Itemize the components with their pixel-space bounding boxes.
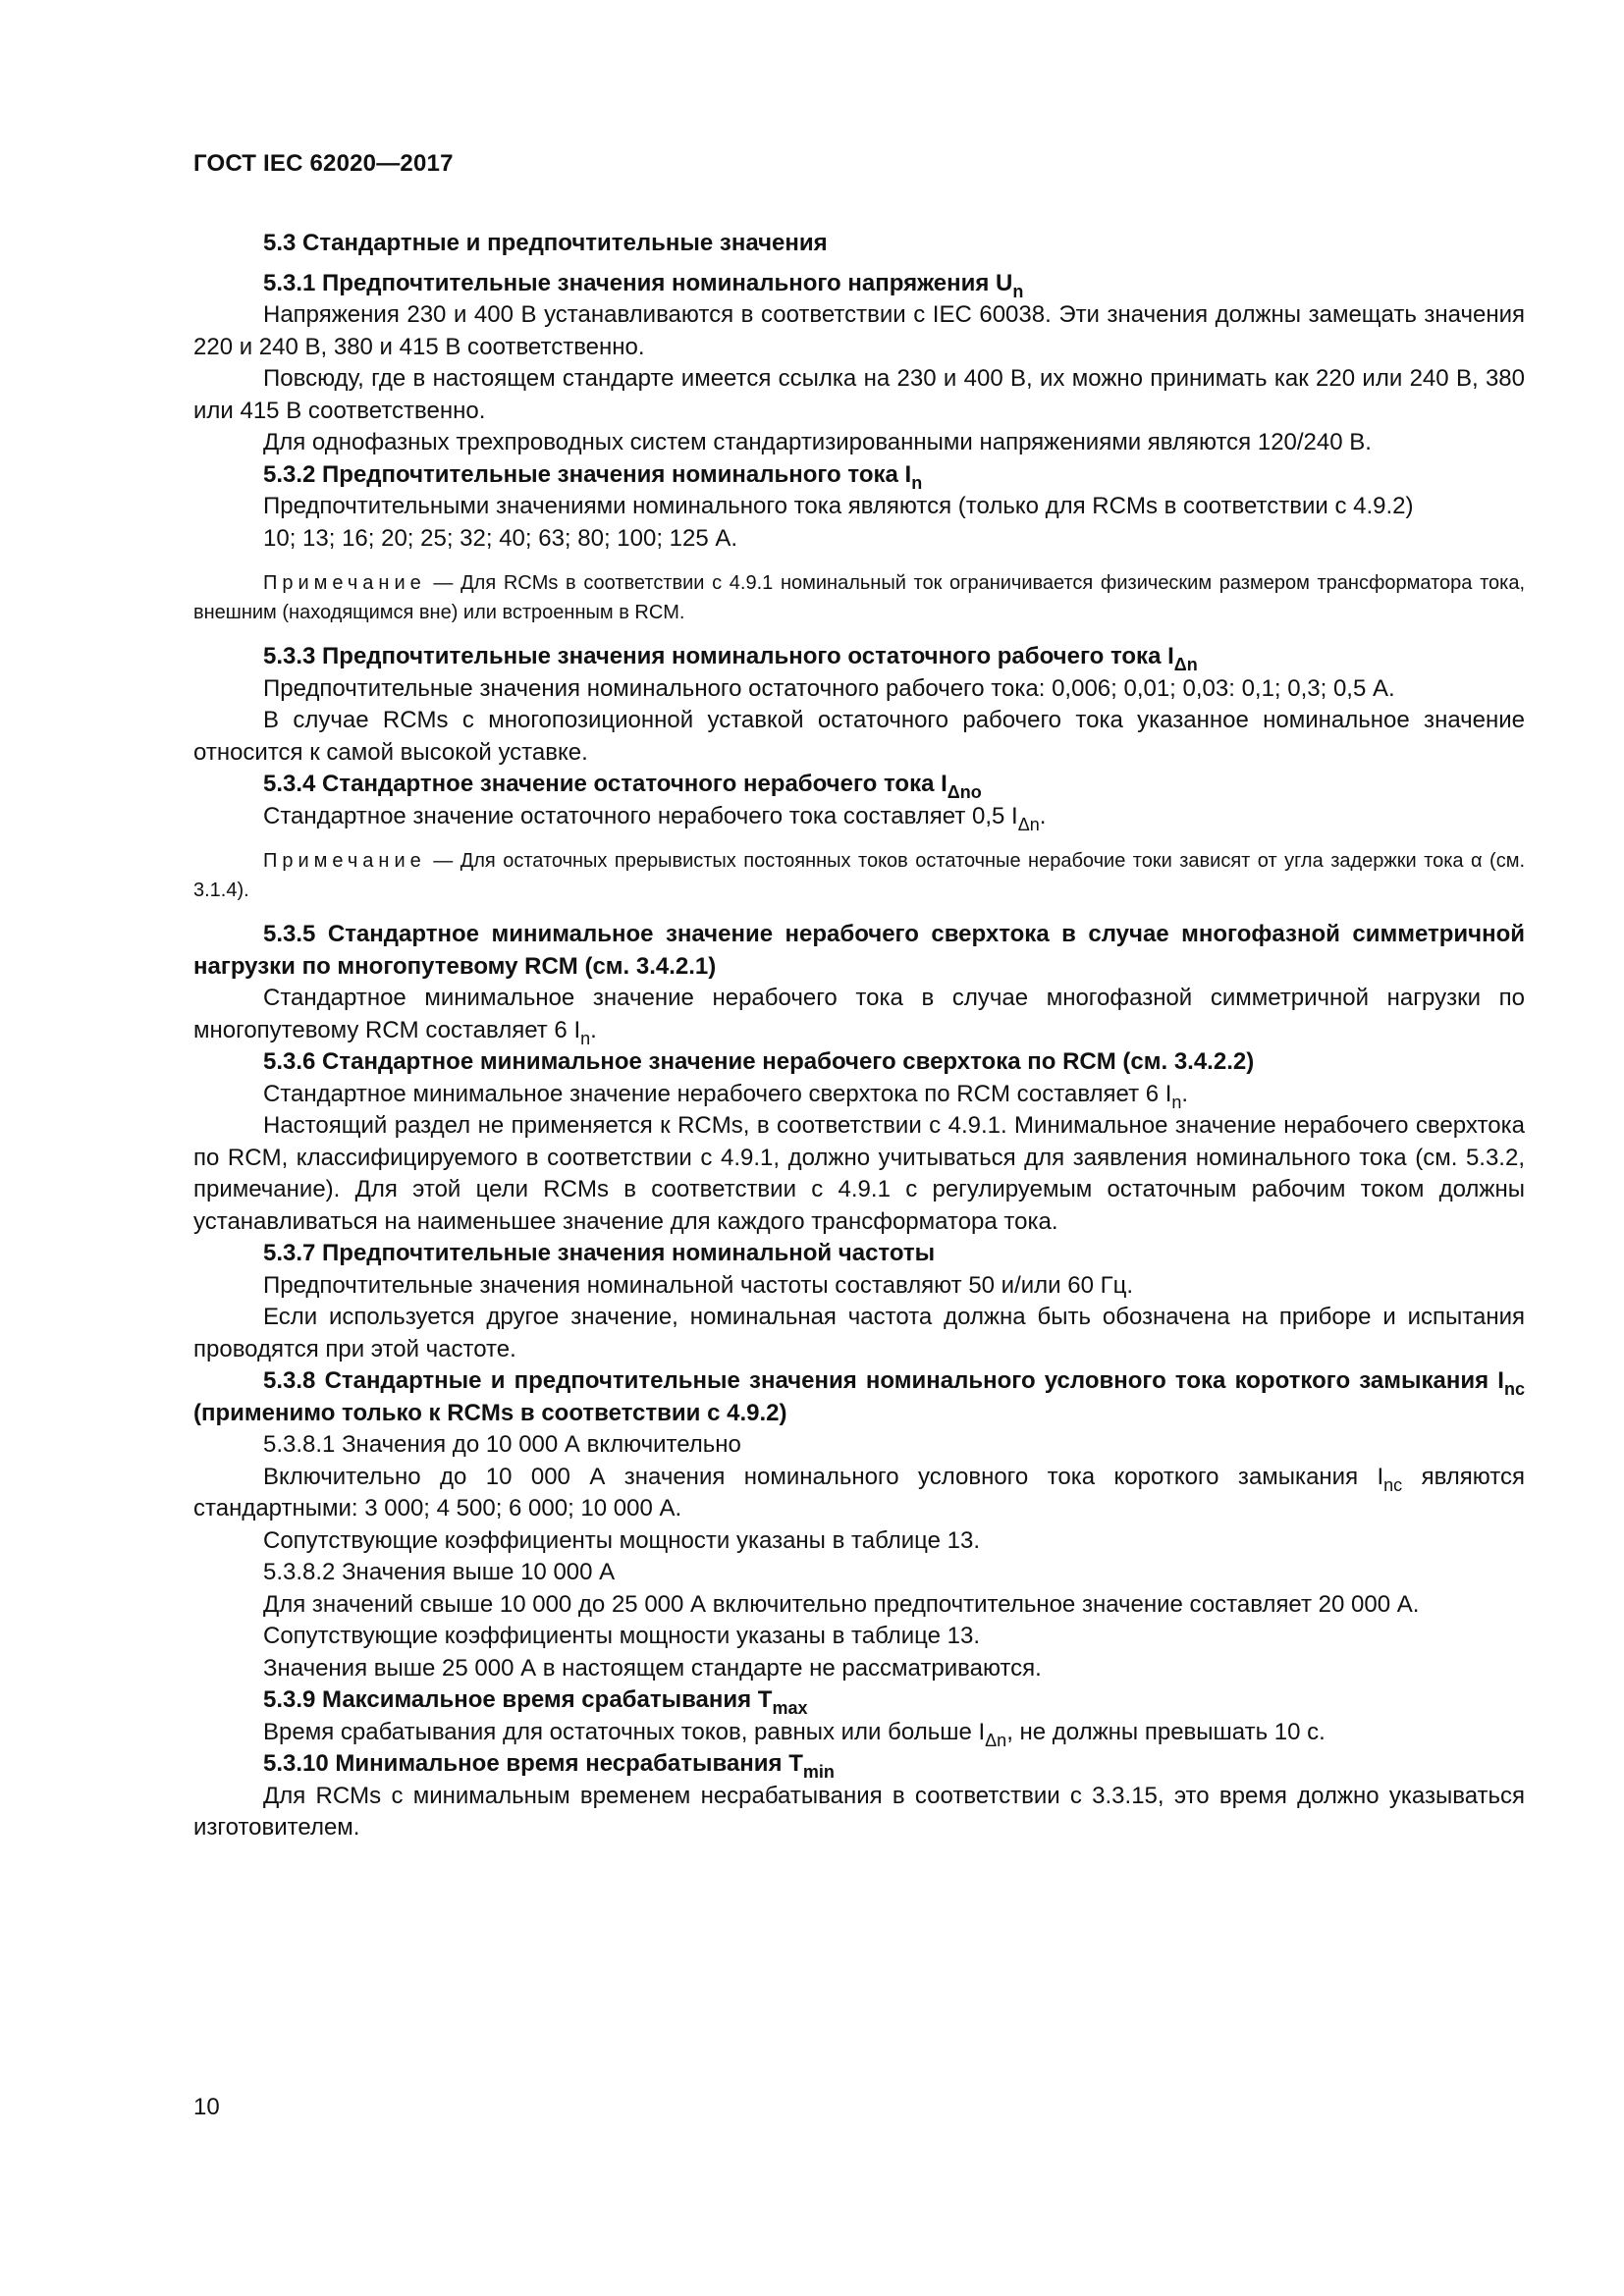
paragraph: Включительно до 10 000 А значения номинального условного тока короткого замыкания $I_{nc}$ являются стандартными: 3 000; 4 500; 6 000; 10 000 А. (193, 1463, 1525, 1522)
note-label: Примечание (263, 572, 426, 594)
note-label: Примечание (263, 850, 426, 872)
note: Примечание — Для RCMs в соответствии с 4.9.1 номинальный ток ограничивается физическим размером трансформатора тока, внешним (находящимся вне) или встроенным в RCM. (193, 572, 1525, 623)
section-5-3-3-heading: 5.3.3 Предпочтительные значения номинального остаточного рабочего тока $I_{\Delta n}$ (263, 643, 1198, 674)
document-body (193, 228, 1525, 1844)
paragraph: Если используется другое значение, номинальная частота должна быть обозначена на приборе и испытания проводятся при этой частоте. (193, 1304, 1525, 1362)
section-5-3-10-heading: 5.3.10 Минимальное время несрабатывания $T_{min}$ (263, 1750, 835, 1782)
paragraph: В случае RCMs с многопозиционной уставкой остаточного рабочего тока указанное номинальное значение относится к самой высокой уставке. (193, 707, 1525, 766)
paragraph: Время срабатывания для остаточных токов, равных или больше $I_{\Delta n}$, не должны превышать 10 с. (263, 1718, 1326, 1750)
paragraph: 5.3.8.2 Значения выше 10 000 А (263, 1559, 616, 1585)
section-5-3-5-heading: 5.3.5 Стандартное минимальное значение нерабочего сверхтока в случае многофазной симметричной нагрузки по многопутевому RCM (см. 3.4.2.1) (193, 921, 1525, 980)
section-5-3-6-heading: 5.3.6 Стандартное минимальное значение нерабочего сверхтока по RCM (см. 3.4.2.2) (263, 1048, 1255, 1075)
page-number: 10 (193, 2094, 220, 2120)
paragraph: Повсюду, где в настоящем стандарте имеется ссылка на 230 и 400 В, их можно принимать как 220 или 240 В, 380 или 415 В соответственно. (193, 365, 1525, 424)
section-5-3-7-heading: 5.3.7 Предпочтительные значения номинальной частоты (263, 1240, 936, 1266)
paragraph: Сопутствующие коэффициенты мощности указаны в таблице 13. (263, 1623, 981, 1649)
paragraph: Настоящий раздел не применяется к RCMs, в соответствии с 4.9.1. Минимальное значение нерабочего сверхтока по RCM, классифицируемого в соответствии с 4.9.1, должно учитываться для заявления номинального тока (см. 5.3.2, примечание). Для этой цели RCMs в соответствии с 4.9.1 с регулируемым остаточным рабочим током должны устанавливаться на наименьшее значение для каждого трансформатора тока. (193, 1112, 1525, 1235)
paragraph: Стандартное минимальное значение нерабочего тока в случае многофазной симметричной нагрузки по многопутевому RCM составляет 6 $I_n$. (193, 985, 1525, 1048)
paragraph: Предпочтительные значения номинального остаточного рабочего тока: 0,006; 0,01; 0,03: 0,1; 0,3; 0,5 А. (263, 674, 1395, 702)
section-5-3-8-heading: 5.3.8 Стандартные и предпочтительные значения номинального условного тока короткого замыкания $I_{nc}$ (применимо только к RCMs в соответствии с 4.9.2) (193, 1367, 1525, 1426)
paragraph: Для RCMs с минимальным временем несрабатывания в соответствии с 3.3.15, это время должно указываться изготовителем. (193, 1782, 1525, 1841)
paragraph: Значения выше 25 000 А в настоящем стандарте не рассматриваются. (263, 1654, 1042, 1682)
paragraph: Напряжения 230 и 400 В устанавливаются в соответствии с IEC 60038. Эти значения должны замещать значения 220 и 240 В, 380 и 415 В соответственно. (193, 301, 1525, 360)
note: Примечание — Для остаточных прерывистых постоянных токов остаточные нерабочие токи зависят от угла задержки тока α (см. 3.1.4). (193, 850, 1525, 901)
paragraph: Для значений свыше 10 000 до 25 000 А включительно предпочтительное значение составляет 20 000 А. (263, 1590, 1420, 1618)
paragraph: Стандартное значение остаточного нерабочего тока составляет 0,5 $I_{\Delta n}$. (263, 802, 1047, 834)
paragraph: 5.3.8.1 Значения до 10 000 А включительно (263, 1431, 741, 1458)
paragraph: 10; 13; 16; 20; 25; 32; 40; 63; 80; 100; 125 А. (263, 524, 738, 552)
paragraph: Предпочтительными значениями номинального тока являются (только для RCMs в соответствии с 4.9.2) (263, 493, 1414, 519)
section-5-3-1-heading: 5.3.1 Предпочтительные значения номинального напряжения $U_n$ (263, 269, 1024, 301)
paragraph: Сопутствующие коэффициенты мощности указаны в таблице 13. (263, 1526, 981, 1554)
section-5-3-9-heading: 5.3.9 Максимальное время срабатывания $T_{max}$ (263, 1686, 808, 1718)
section-5-3-2-heading: 5.3.2 Предпочтительные значения номинального тока $I_n$ (263, 460, 923, 493)
section-5-3-heading: 5.3 Стандартные и предпочтительные значения (263, 230, 828, 256)
paragraph: Стандартное минимальное значение нерабочего сверхтока по RCM составляет 6 $I_n$. (263, 1080, 1189, 1112)
document-header: ГОСТ IEC 62020—2017 (193, 150, 454, 177)
section-5-3-4-heading: 5.3.4 Стандартное значение остаточного нерабочего тока $I_{\Delta no}$ (263, 771, 982, 802)
paragraph: Для однофазных трехпроводных систем стандартизированными напряжениями являются 120/240 В. (263, 429, 1372, 455)
paragraph: Предпочтительные значения номинальной частоты составляют 50 и/или 60 Гц. (263, 1271, 1134, 1299)
